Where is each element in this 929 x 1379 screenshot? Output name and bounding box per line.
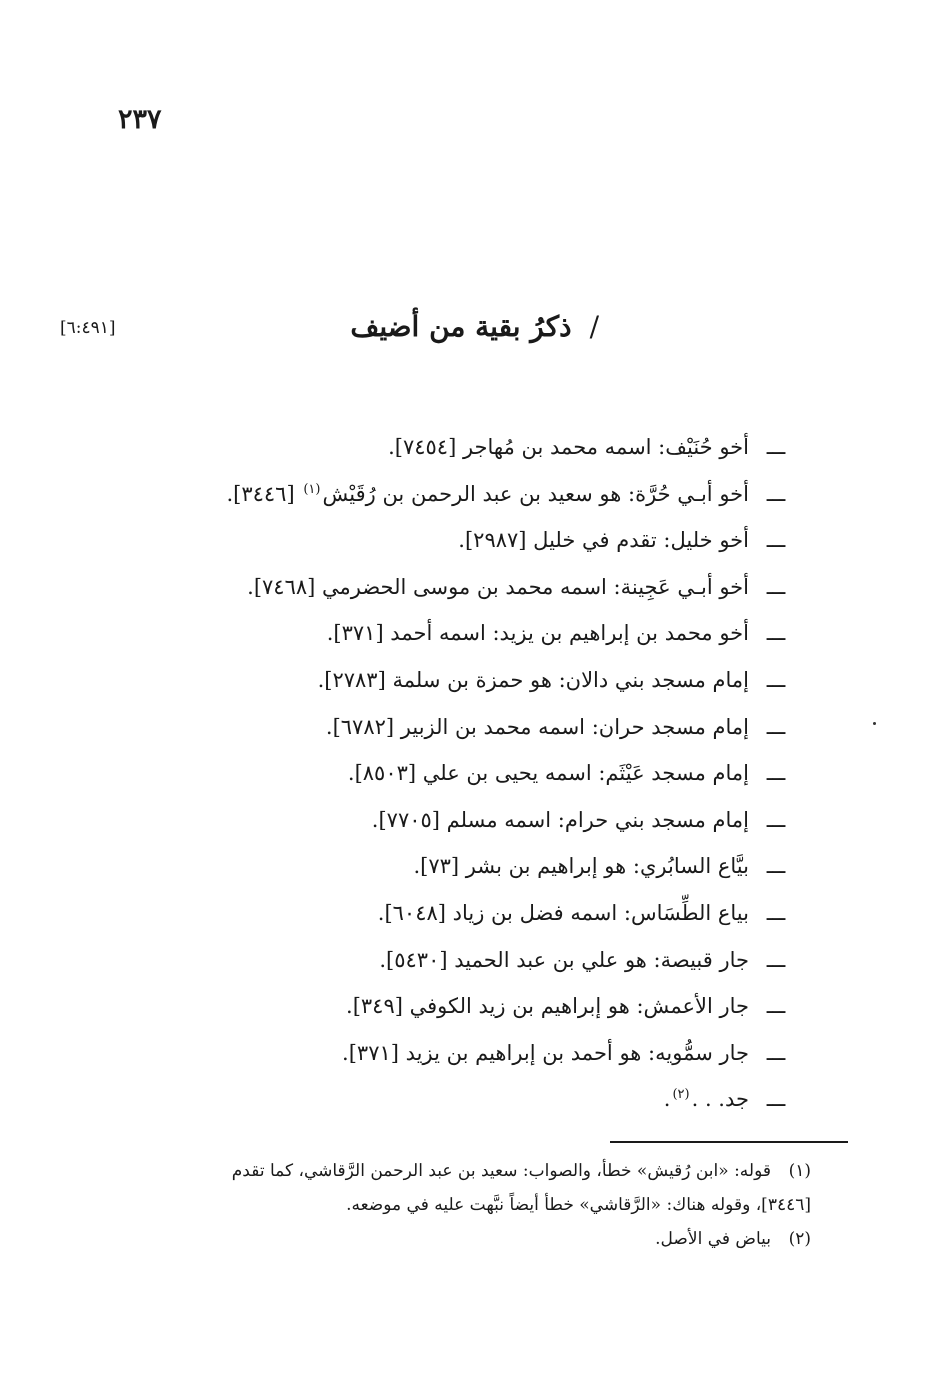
dash-mark: ـــ xyxy=(766,1040,786,1065)
list-item xyxy=(226,517,789,564)
list-item xyxy=(226,564,789,611)
footnote-text-continued: [٣٤٤٦]، وقوله هناك: «الرَّقاشي» خطأ أيضاً نبَّهت عليه في موضعه. xyxy=(346,1195,811,1215)
entry-text: جار سمُّويه: هو أحمد بن إبراهيم بن يزيد [٣٧١]. xyxy=(342,1040,749,1065)
entry-text: إمام مسجد بني دالان: هو حمزة بن سلمة [٢٧٨٣]. xyxy=(317,667,749,692)
footnote-text: بياض في الأصل. xyxy=(655,1229,771,1249)
title-slash-mark: / xyxy=(589,310,599,343)
dash-mark: ـــ xyxy=(766,994,786,1019)
dash-mark: ـــ xyxy=(766,621,786,646)
dash-mark: ـــ xyxy=(766,481,786,506)
entry-text: أخو أبـي حُرَّة: هو سعيد بن عبد الرحمن بن رُقَيْش xyxy=(322,481,749,506)
entry-text-tail: . xyxy=(663,1087,671,1112)
entry-text: جار الأعمش: هو إبراهيم بن زيد الكوفي [٣٤٩]. xyxy=(346,994,749,1019)
page-number: ٢٣٧ xyxy=(118,104,162,135)
entry-text: بيَّاع السابُري: هو إبراهيم بن بشر [٧٣]. xyxy=(413,854,749,879)
footnote-marker: (١) xyxy=(303,481,321,497)
footnote-number: (٢) xyxy=(788,1229,811,1249)
dash-mark: ـــ xyxy=(766,761,786,786)
section-title-text: ذكرُ بقية من أضيف xyxy=(350,310,572,343)
dash-mark: ـــ xyxy=(766,435,786,459)
stray-dot xyxy=(873,722,876,725)
margin-reference: [٦:٤٩١] xyxy=(60,318,116,338)
entry-text: أخو أبـي عَجِينة: اسمه محمد بن موسى الحضرمي [٧٤٦٨]. xyxy=(247,574,749,599)
dash-mark: ـــ xyxy=(766,714,786,739)
section-title xyxy=(350,310,599,343)
dash-mark: ـــ xyxy=(766,854,786,879)
list-item xyxy=(226,471,789,518)
list-item xyxy=(226,657,789,704)
entry-text: إمام مسجد عَيْثَم: اسمه يحيى بن علي [٨٥٠٣]. xyxy=(347,761,749,786)
footnote-number: (١) xyxy=(788,1161,811,1181)
entry-list xyxy=(226,424,789,1123)
list-item xyxy=(226,983,789,1030)
list-item xyxy=(226,610,789,657)
list-item xyxy=(226,843,789,890)
entry-text: أخو محمد بن إبراهيم بن يزيد: اسمه أحمد [٣٧١]. xyxy=(326,621,749,646)
entry-text: أخو حُنَيْف: اسمه محمد بن مُهاجر [٧٤٥٤]. xyxy=(388,435,749,459)
list-item xyxy=(226,937,789,984)
dash-mark: ـــ xyxy=(766,807,786,832)
footnote-1 xyxy=(118,1154,811,1222)
dash-mark: ـــ xyxy=(766,667,786,692)
entry-text: جد. . . xyxy=(691,1087,749,1112)
entry-text: بياع الطِّسَاس: اسمه فضل بن زياد [٦٠٤٨]. xyxy=(377,900,749,925)
list-item xyxy=(226,424,789,471)
dash-mark: ـــ xyxy=(766,574,786,599)
dash-mark: ـــ xyxy=(766,1087,786,1112)
entry-text-tail: [٣٤٤٦]. xyxy=(226,481,302,506)
footnote-text: قوله: «ابن رُقيش» خطأ، والصواب: سعيد بن عبد الرحمن الرَّقاشي، كما تقدم xyxy=(231,1161,771,1181)
footnote-marker: (٢) xyxy=(672,1087,690,1103)
entry-text: إمام مسجد حران: اسمه محمد بن الزبير [٦٧٨٢]. xyxy=(325,714,749,739)
footnote-divider xyxy=(610,1141,848,1143)
list-item xyxy=(226,704,789,751)
dash-mark: ـــ xyxy=(766,900,786,925)
footnotes xyxy=(118,1154,811,1256)
list-item xyxy=(226,750,789,797)
list-item xyxy=(226,797,789,844)
dash-mark: ـــ xyxy=(766,528,786,553)
list-item xyxy=(226,890,789,937)
dash-mark: ـــ xyxy=(766,947,786,972)
footnote-2 xyxy=(118,1222,811,1256)
list-item xyxy=(226,1076,789,1123)
entry-text: جار قبيصة: هو علي بن عبد الحميد [٥٤٣٠]. xyxy=(379,947,749,972)
entry-text: إمام مسجد بني حرام: اسمه مسلم [٧٧٠٥]. xyxy=(371,807,749,832)
list-item xyxy=(226,1030,789,1077)
entry-text: أخو خليل: تقدم في خليل [٢٩٨٧]. xyxy=(458,528,749,553)
